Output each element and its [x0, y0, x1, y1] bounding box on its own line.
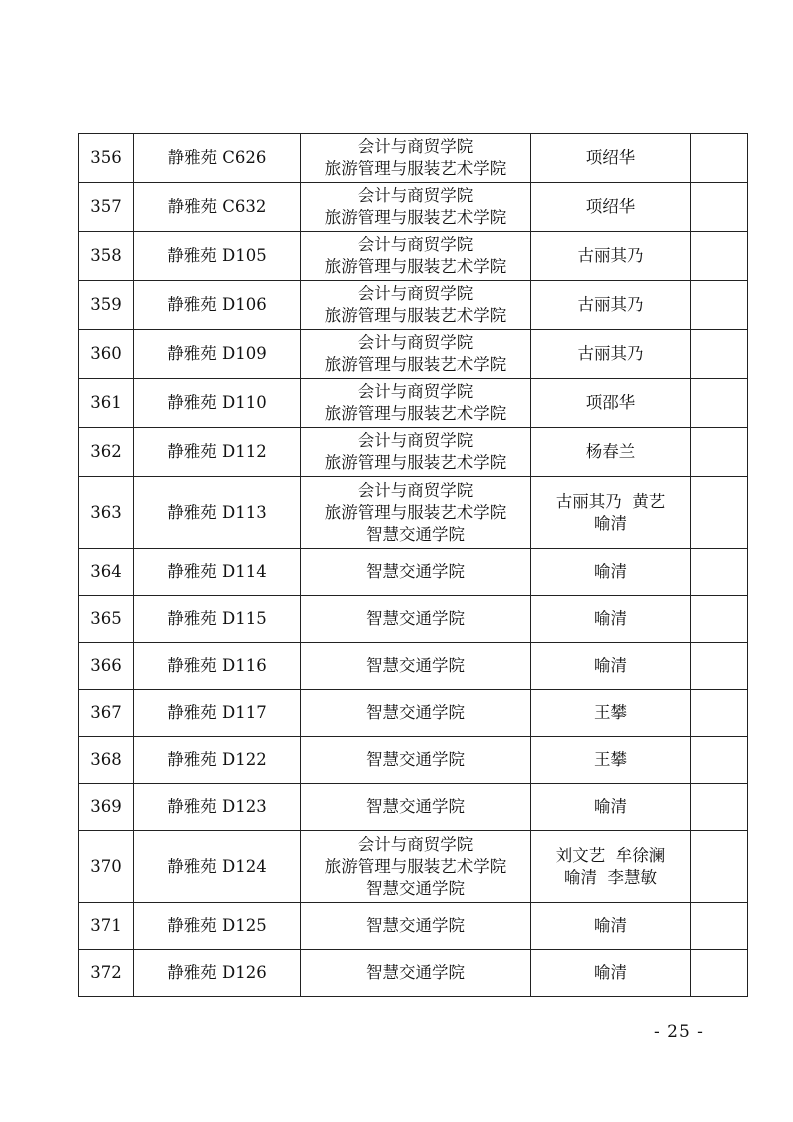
college-line: 智慧交通学院 [366, 916, 465, 935]
table-row [79, 379, 748, 428]
row-number-cell: 365 [79, 596, 134, 643]
college-cell [301, 831, 531, 903]
person-cell [531, 831, 691, 903]
room-cell: 静雅苑 D114 [134, 549, 301, 596]
table-row [79, 737, 748, 784]
row-number-cell: 368 [79, 737, 134, 784]
table-row [79, 643, 748, 690]
person-cell [531, 330, 691, 379]
college-line: 旅游管理与服装艺术学院 [324, 502, 507, 522]
room-cell: 静雅苑 D112 [134, 428, 301, 477]
table-row [79, 950, 748, 997]
college-line: 会计与商贸学院 [357, 382, 474, 401]
room-cell: 静雅苑 D106 [134, 281, 301, 330]
college-line: 旅游管理与服装艺术学院 [324, 453, 507, 472]
college-line: 会计与商贸学院 [357, 284, 474, 303]
note-cell [691, 643, 748, 690]
row-number-cell: 360 [79, 330, 134, 379]
college-line: 旅游管理与服装艺术学院 [324, 159, 507, 178]
note-cell [691, 281, 748, 330]
college-cell [301, 477, 531, 549]
college-cell [301, 643, 531, 690]
note-cell [691, 950, 748, 997]
room-cell: 静雅苑 D105 [134, 232, 301, 281]
person-cell [531, 903, 691, 950]
table-row [79, 281, 748, 330]
person-line: 古丽其乃 黄艺 [555, 491, 666, 511]
college-cell [301, 281, 531, 330]
college-line: 智慧交通学院 [366, 963, 465, 982]
note-cell [691, 428, 748, 477]
person-line: 喻清 [594, 916, 627, 935]
note-cell [691, 183, 748, 232]
person-line: 古丽其乃 [577, 295, 644, 314]
room-cell: 静雅苑 C632 [134, 183, 301, 232]
person-line: 古丽其乃 [577, 344, 644, 363]
college-line: 智慧交通学院 [366, 703, 465, 722]
person-line: 杨春兰 [585, 442, 636, 461]
row-number-cell: 367 [79, 690, 134, 737]
college-cell [301, 183, 531, 232]
person-cell [531, 690, 691, 737]
row-number-cell: 369 [79, 784, 134, 831]
college-cell [301, 596, 531, 643]
college-cell [301, 549, 531, 596]
note-cell [691, 784, 748, 831]
person-cell [531, 737, 691, 784]
room-cell: 静雅苑 D122 [134, 737, 301, 784]
note-cell [691, 903, 748, 950]
page-number: - 25 - [654, 1022, 704, 1042]
college-line: 旅游管理与服装艺术学院 [324, 856, 507, 876]
college-line: 会计与商贸学院 [357, 235, 474, 254]
table-row [79, 831, 748, 903]
table-row [79, 477, 748, 549]
note-cell [691, 232, 748, 281]
note-cell [691, 690, 748, 737]
person-line: 喻清 李慧敏 [564, 867, 657, 887]
person-line: 喻清 [594, 562, 627, 581]
table-row [79, 134, 748, 183]
row-number-cell: 370 [79, 831, 134, 903]
college-line: 会计与商贸学院 [357, 333, 474, 352]
college-line: 智慧交通学院 [366, 878, 465, 898]
college-line: 会计与商贸学院 [357, 834, 474, 854]
table-row [79, 784, 748, 831]
college-cell [301, 950, 531, 997]
table-row [79, 183, 748, 232]
row-number-cell: 366 [79, 643, 134, 690]
dormitory-table [78, 133, 748, 997]
college-line: 智慧交通学院 [366, 524, 465, 544]
table-row [79, 596, 748, 643]
college-cell [301, 784, 531, 831]
room-cell: 静雅苑 D115 [134, 596, 301, 643]
note-cell [691, 549, 748, 596]
person-cell [531, 183, 691, 232]
person-cell [531, 643, 691, 690]
room-cell: 静雅苑 D124 [134, 831, 301, 903]
college-cell [301, 428, 531, 477]
table-row [79, 232, 748, 281]
person-line: 项绍华 [585, 148, 636, 167]
note-cell [691, 831, 748, 903]
person-line: 项绍华 [585, 197, 636, 216]
row-number-cell: 362 [79, 428, 134, 477]
person-line: 古丽其乃 [577, 246, 644, 265]
row-number-cell: 372 [79, 950, 134, 997]
room-cell: 静雅苑 D123 [134, 784, 301, 831]
person-cell [531, 281, 691, 330]
row-number-cell: 363 [79, 477, 134, 549]
college-cell [301, 903, 531, 950]
room-cell: 静雅苑 D126 [134, 950, 301, 997]
college-line: 智慧交通学院 [366, 609, 465, 628]
room-cell: 静雅苑 D117 [134, 690, 301, 737]
room-cell: 静雅苑 D113 [134, 477, 301, 549]
row-number-cell: 361 [79, 379, 134, 428]
row-number-cell: 357 [79, 183, 134, 232]
row-number-cell: 356 [79, 134, 134, 183]
college-line: 会计与商贸学院 [357, 137, 474, 156]
person-cell [531, 784, 691, 831]
person-cell [531, 950, 691, 997]
person-cell [531, 134, 691, 183]
college-cell [301, 379, 531, 428]
person-line: 刘文艺 牟徐澜 [555, 845, 666, 865]
college-line: 会计与商贸学院 [357, 186, 474, 205]
table-row [79, 330, 748, 379]
note-cell [691, 737, 748, 784]
college-line: 智慧交通学院 [366, 797, 465, 816]
row-number-cell: 359 [79, 281, 134, 330]
person-cell [531, 232, 691, 281]
person-cell [531, 379, 691, 428]
table-body [79, 134, 748, 997]
college-cell [301, 134, 531, 183]
person-line: 喻清 [594, 513, 627, 533]
college-line: 旅游管理与服装艺术学院 [324, 306, 507, 325]
college-line: 旅游管理与服装艺术学院 [324, 208, 507, 227]
row-number-cell: 364 [79, 549, 134, 596]
college-line: 旅游管理与服装艺术学院 [324, 355, 507, 374]
person-cell [531, 428, 691, 477]
room-cell: 静雅苑 D125 [134, 903, 301, 950]
room-cell: 静雅苑 C626 [134, 134, 301, 183]
room-cell: 静雅苑 D110 [134, 379, 301, 428]
person-cell [531, 477, 691, 549]
person-line: 王攀 [594, 703, 627, 722]
college-line: 智慧交通学院 [366, 750, 465, 769]
college-line: 会计与商贸学院 [357, 480, 474, 500]
person-line: 王攀 [594, 750, 627, 769]
college-cell [301, 690, 531, 737]
college-line: 智慧交通学院 [366, 656, 465, 675]
table-row [79, 549, 748, 596]
table-row [79, 428, 748, 477]
person-line: 喻清 [594, 656, 627, 675]
room-cell: 静雅苑 D116 [134, 643, 301, 690]
college-cell [301, 737, 531, 784]
college-line: 旅游管理与服装艺术学院 [324, 404, 507, 423]
college-line: 智慧交通学院 [366, 562, 465, 581]
table-row [79, 903, 748, 950]
person-line: 喻清 [594, 609, 627, 628]
row-number-cell: 371 [79, 903, 134, 950]
person-cell [531, 549, 691, 596]
note-cell [691, 477, 748, 549]
person-line: 喻清 [594, 797, 627, 816]
note-cell [691, 596, 748, 643]
person-line: 项邵华 [585, 393, 636, 412]
table-row [79, 690, 748, 737]
college-line: 旅游管理与服装艺术学院 [324, 257, 507, 276]
note-cell [691, 134, 748, 183]
row-number-cell: 358 [79, 232, 134, 281]
college-cell [301, 330, 531, 379]
college-cell [301, 232, 531, 281]
note-cell [691, 330, 748, 379]
room-cell: 静雅苑 D109 [134, 330, 301, 379]
college-line: 会计与商贸学院 [357, 431, 474, 450]
note-cell [691, 379, 748, 428]
person-line: 喻清 [594, 963, 627, 982]
person-cell [531, 596, 691, 643]
